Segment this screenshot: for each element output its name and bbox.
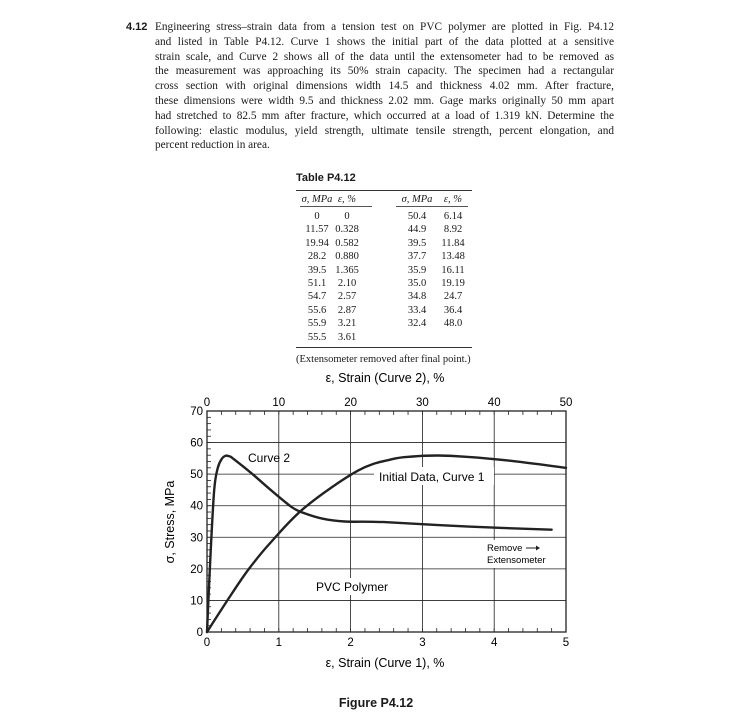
x1-tick-label: 0 — [203, 637, 211, 649]
table-cell: 1.365 — [335, 264, 359, 276]
table-cell: 3.21 — [337, 318, 357, 330]
table-cell: 35.9 — [407, 264, 427, 276]
table-title: Table P4.12 — [296, 172, 356, 184]
table-cell: 32.4 — [407, 318, 427, 330]
table-header-cell: σ, MPa — [401, 194, 433, 205]
x2-tick-label: 10 — [272, 397, 286, 409]
problem-number: 4.12 — [126, 21, 148, 33]
table-header-cell: ε, % — [443, 194, 463, 205]
table-cell: 51.1 — [307, 278, 327, 289]
remove-label: Remove — [487, 543, 523, 554]
table-cell: 39.5 — [307, 264, 327, 276]
x2-tick-label: 50 — [559, 397, 573, 409]
extensometer-label: Extensometer — [487, 555, 546, 566]
x1-tick-label: 3 — [419, 637, 426, 649]
table-cell: 33.4 — [407, 304, 427, 316]
problem-line: and listed in Table P4.12. Curve 1 shows the initial part of the data plotted at a sensitive — [155, 35, 614, 48]
problem-line: percent reduction in area. — [155, 139, 270, 152]
x1-tick-label: 4 — [490, 637, 498, 649]
y-tick-label: 10 — [190, 595, 203, 608]
x2-tick-label: 0 — [203, 397, 211, 409]
table-cell: 55.9 — [307, 318, 327, 330]
table-cell: 35.0 — [407, 278, 427, 289]
table-cell: 3.61 — [337, 331, 357, 343]
table-cell: 0.328 — [335, 224, 359, 236]
x1-tick-label: 5 — [562, 637, 570, 649]
table-cell: 11.57 — [305, 224, 329, 236]
table-cell: 2.87 — [337, 304, 357, 316]
problem-line: Engineering stress–strain data from a tension test on PVC polymer are plotted in Fig. P4.12 — [155, 21, 614, 33]
x2-tick-label: 30 — [416, 397, 429, 409]
curve1-label: Initial Data, Curve 1 — [379, 470, 485, 484]
x2-tick-label: 20 — [344, 397, 357, 409]
y-tick-label: 20 — [190, 563, 203, 576]
problem-line: these dimensions were width 9.5 and thickness 2.02 mm. Gage marks originally 50 mm apart — [155, 94, 614, 107]
problem-line: cross section with original dimensions width 14.5 and thickness 4.02 mm. After fracture, — [155, 80, 614, 93]
table-cell: 28.2 — [307, 251, 327, 263]
x2-tick-label: 40 — [487, 397, 501, 409]
material-label: PVC Polymer — [316, 580, 389, 594]
x1-tick-label: 1 — [275, 637, 283, 649]
table-cell: 0.582 — [335, 237, 359, 249]
table-cell: 19.94 — [305, 237, 329, 249]
problem-line: had stretched to 82.5 mm after fracture, which occurred at a load of 1.319 kN. Determine the — [155, 109, 614, 122]
y-tick-label: 70 — [190, 406, 203, 418]
bottom-axis-label: ε, Strain (Curve 1), % — [325, 656, 445, 670]
curve2-label: Curve 2 — [248, 451, 291, 465]
y-tick-label: 30 — [190, 532, 203, 545]
table-cell: 6.14 — [443, 211, 463, 222]
table-cell: 19.19 — [441, 278, 465, 289]
table-cell: 16.11 — [441, 264, 465, 276]
table-cell: 0 — [314, 211, 320, 222]
table-cell: 8.92 — [443, 224, 463, 236]
y-tick-label: 0 — [196, 627, 203, 639]
x1-tick-label: 2 — [347, 637, 354, 649]
y-tick-label: 60 — [190, 437, 203, 450]
table-cell: 0 — [344, 211, 350, 222]
y-tick-label: 40 — [190, 500, 203, 513]
table-cell: 34.8 — [407, 291, 427, 303]
top-axis-label: ε, Strain (Curve 2), % — [325, 371, 445, 385]
table-header-cell: σ, MPa — [301, 194, 333, 205]
table-cell: 44.9 — [407, 224, 427, 236]
table-footnote: (Extensometer removed after final point.) — [296, 354, 471, 365]
y-tick-label: 50 — [190, 469, 203, 482]
table-cell: 55.6 — [307, 304, 327, 316]
table-cell: 0.880 — [335, 251, 359, 263]
table-cell: 11.84 — [441, 237, 465, 249]
figure-caption: Figure P4.12 — [338, 696, 414, 710]
table-cell: 55.5 — [307, 331, 327, 343]
table-cell: 2.57 — [337, 291, 357, 303]
problem-line: the measurement was approaching its 50% strain capacity. The specimen had a rectangular — [155, 65, 614, 78]
table-cell: 24.7 — [443, 291, 463, 303]
table-cell: 39.5 — [407, 237, 427, 249]
y-axis-label: σ, Stress, MPa — [163, 480, 177, 564]
table-header-cell: ε, % — [337, 194, 357, 205]
table-cell: 37.7 — [407, 251, 427, 263]
table-cell: 50.4 — [407, 211, 427, 222]
table-cell: 13.48 — [441, 251, 465, 263]
problem-line: following: elastic modulus, yield strength, ultimate tensile strength, percent elongation, and — [155, 124, 614, 137]
problem-line: strain scale, and Curve 2 shows all of the data until the extensometer had to be removed as — [155, 50, 614, 63]
table-cell: 2.10 — [337, 278, 357, 289]
table-cell: 36.4 — [443, 304, 463, 316]
table-cell: 54.7 — [307, 291, 327, 303]
table-cell: 48.0 — [443, 318, 463, 330]
